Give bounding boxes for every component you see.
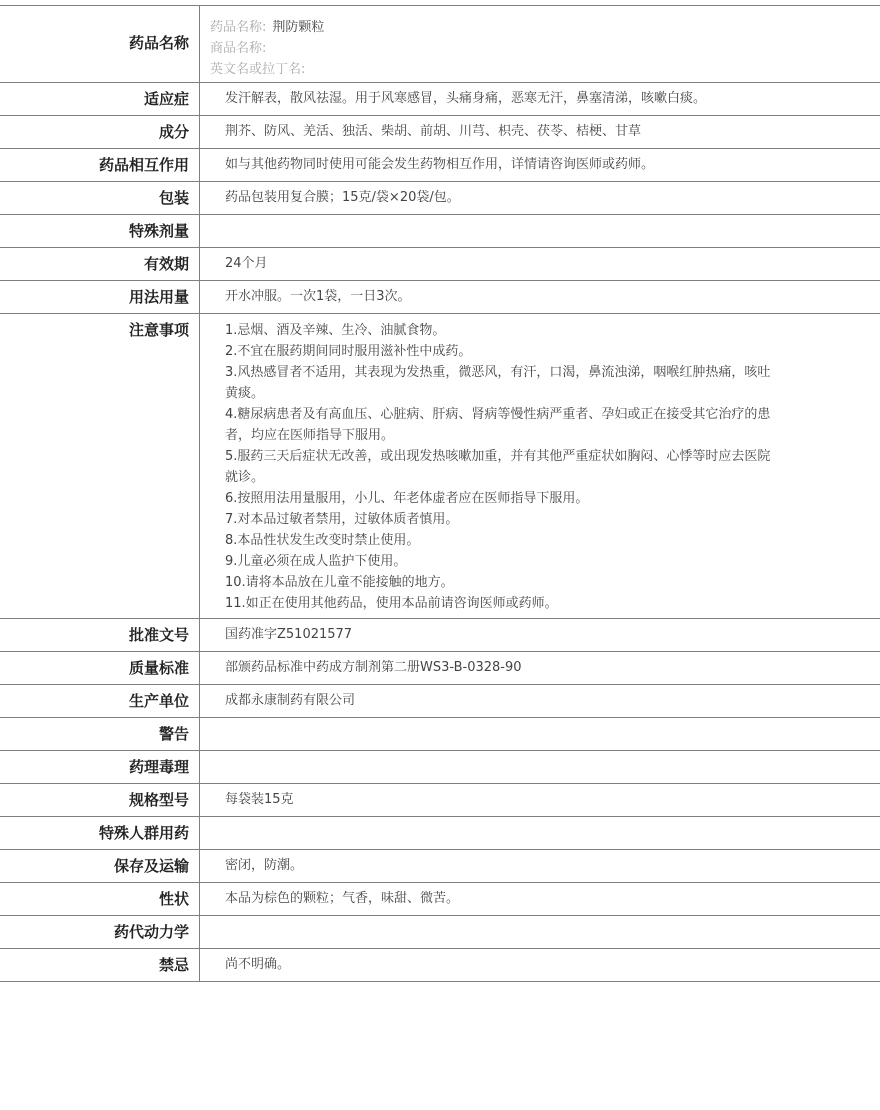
- row-label: 性状: [0, 883, 200, 915]
- row-label: 用法用量: [0, 281, 200, 313]
- latin-name-key: 英文名或拉丁名:: [210, 62, 306, 77]
- row-validity: [0, 248, 880, 281]
- row-label: 质量标准: [0, 652, 200, 684]
- row-value: 国药准字Z51021577: [225, 627, 353, 642]
- row-notes: [0, 314, 880, 619]
- row-label: 特殊剂量: [0, 215, 200, 247]
- trade-name-line: [210, 38, 880, 59]
- row-value: [200, 215, 880, 247]
- row-usage: [0, 281, 880, 314]
- notes-list: [200, 314, 880, 618]
- row-label: 特殊人群用药: [0, 817, 200, 849]
- note-item: 5.服药三天后症状无改善，或出现发热咳嗽加重，并有其他严重症状如胸闷、心悸等时应去医院就诊。: [225, 449, 771, 485]
- row-value: 24个月: [225, 256, 268, 271]
- row-storage: [0, 850, 880, 883]
- note-item: 4.糖尿病患者及有高血压、心脏病、肝病、肾病等慢性病严重者、孕妇或正在接受其它治疗的患者，均应在医师指导下服用。: [225, 407, 771, 443]
- row-label: 药代动力学: [0, 916, 200, 948]
- row-interactions: [0, 149, 880, 182]
- row-pharmacokinetics: [0, 916, 880, 949]
- row-label: 注意事项: [0, 314, 200, 618]
- row-standard: [0, 652, 880, 685]
- row-contraindications: [0, 949, 880, 982]
- latin-name-line: [210, 59, 880, 80]
- row-value: 成都永康制药有限公司: [225, 693, 356, 708]
- row-value: 开水冲服。一次1袋，一日3次。: [225, 289, 411, 304]
- row-label: 警告: [0, 718, 200, 750]
- row-value: [200, 751, 880, 783]
- row-value: 药品包装用复合膜；15克/袋×20袋/包。: [225, 190, 460, 205]
- row-warning: [0, 718, 880, 751]
- trade-name-key: 商品名称:: [210, 41, 267, 56]
- note-item: 8.本品性状发生改变时禁止使用。: [225, 533, 420, 548]
- row-value: [200, 916, 880, 948]
- generic-name-value: 荆防颗粒: [272, 20, 325, 35]
- row-label: 适应症: [0, 83, 200, 115]
- row-indications: [0, 83, 880, 116]
- note-item: 2.不宜在服药期间同时服用滋补性中成药。: [225, 344, 472, 359]
- generic-name-line: [210, 17, 880, 38]
- drug-info-table: [0, 5, 880, 982]
- row-special-dose: [0, 215, 880, 248]
- note-item: 11.如正在使用其他药品，使用本品前请咨询医师或药师。: [225, 596, 558, 611]
- row-label: 生产单位: [0, 685, 200, 717]
- row-toxicology: [0, 751, 880, 784]
- row-label: 批准文号: [0, 619, 200, 651]
- row-label: 有效期: [0, 248, 200, 280]
- row-label: 药品相互作用: [0, 149, 200, 181]
- row-value: 每袋装15克: [225, 792, 294, 807]
- drug-name-block: [200, 6, 880, 82]
- row-value: [200, 718, 880, 750]
- row-label: 包装: [0, 182, 200, 214]
- row-value: 如与其他药物同时使用可能会发生药物相互作用，详情请咨询医师或药师。: [225, 157, 655, 172]
- row-label: 药品名称: [0, 6, 200, 82]
- note-item: 7.对本品过敏者禁用，过敏体质者慎用。: [225, 512, 459, 527]
- row-value: 本品为棕色的颗粒；气香，味甜、微苦。: [225, 891, 460, 906]
- row-value: [200, 817, 880, 849]
- row-manufacturer: [0, 685, 880, 718]
- row-value: 部颁药品标准中药成方制剂第二册WS3-B-0328-90: [225, 660, 522, 675]
- row-label: 成分: [0, 116, 200, 148]
- row-value: 荆芥、防风、羌活、独活、柴胡、前胡、川芎、枳壳、茯苓、桔梗、甘草: [225, 124, 642, 139]
- row-special-population: [0, 817, 880, 850]
- row-label: 保存及运输: [0, 850, 200, 882]
- row-value: 发汗解表，散风祛湿。用于风寒感冒，头痛身痛，恶寒无汗，鼻塞清涕，咳嗽白痰。: [225, 91, 707, 106]
- row-label: 规格型号: [0, 784, 200, 816]
- note-item: 6.按照用法用量服用，小儿、年老体虚者应在医师指导下服用。: [225, 491, 589, 506]
- row-approval: [0, 619, 880, 652]
- row-label: 禁忌: [0, 949, 200, 981]
- note-item: 1.忌烟、酒及辛辣、生冷、油腻食物。: [225, 323, 446, 338]
- row-label: 药理毒理: [0, 751, 200, 783]
- note-item: 3.风热感冒者不适用，其表现为发热重，微恶风，有汗，口渴，鼻流浊涕，咽喉红肿热痛，咳吐黄痰。: [225, 365, 771, 401]
- generic-name-key: 药品名称:: [210, 20, 267, 35]
- row-value: 尚不明确。: [225, 957, 291, 972]
- row-package: [0, 182, 880, 215]
- row-appearance: [0, 883, 880, 916]
- row-ingredients: [0, 116, 880, 149]
- note-item: 10.请将本品放在儿童不能接触的地方。: [225, 575, 454, 590]
- note-item: 9.儿童必须在成人监护下使用。: [225, 554, 407, 569]
- row-spec: [0, 784, 880, 817]
- row-value: 密闭，防潮。: [225, 858, 304, 873]
- row-drug-name: [0, 5, 880, 83]
